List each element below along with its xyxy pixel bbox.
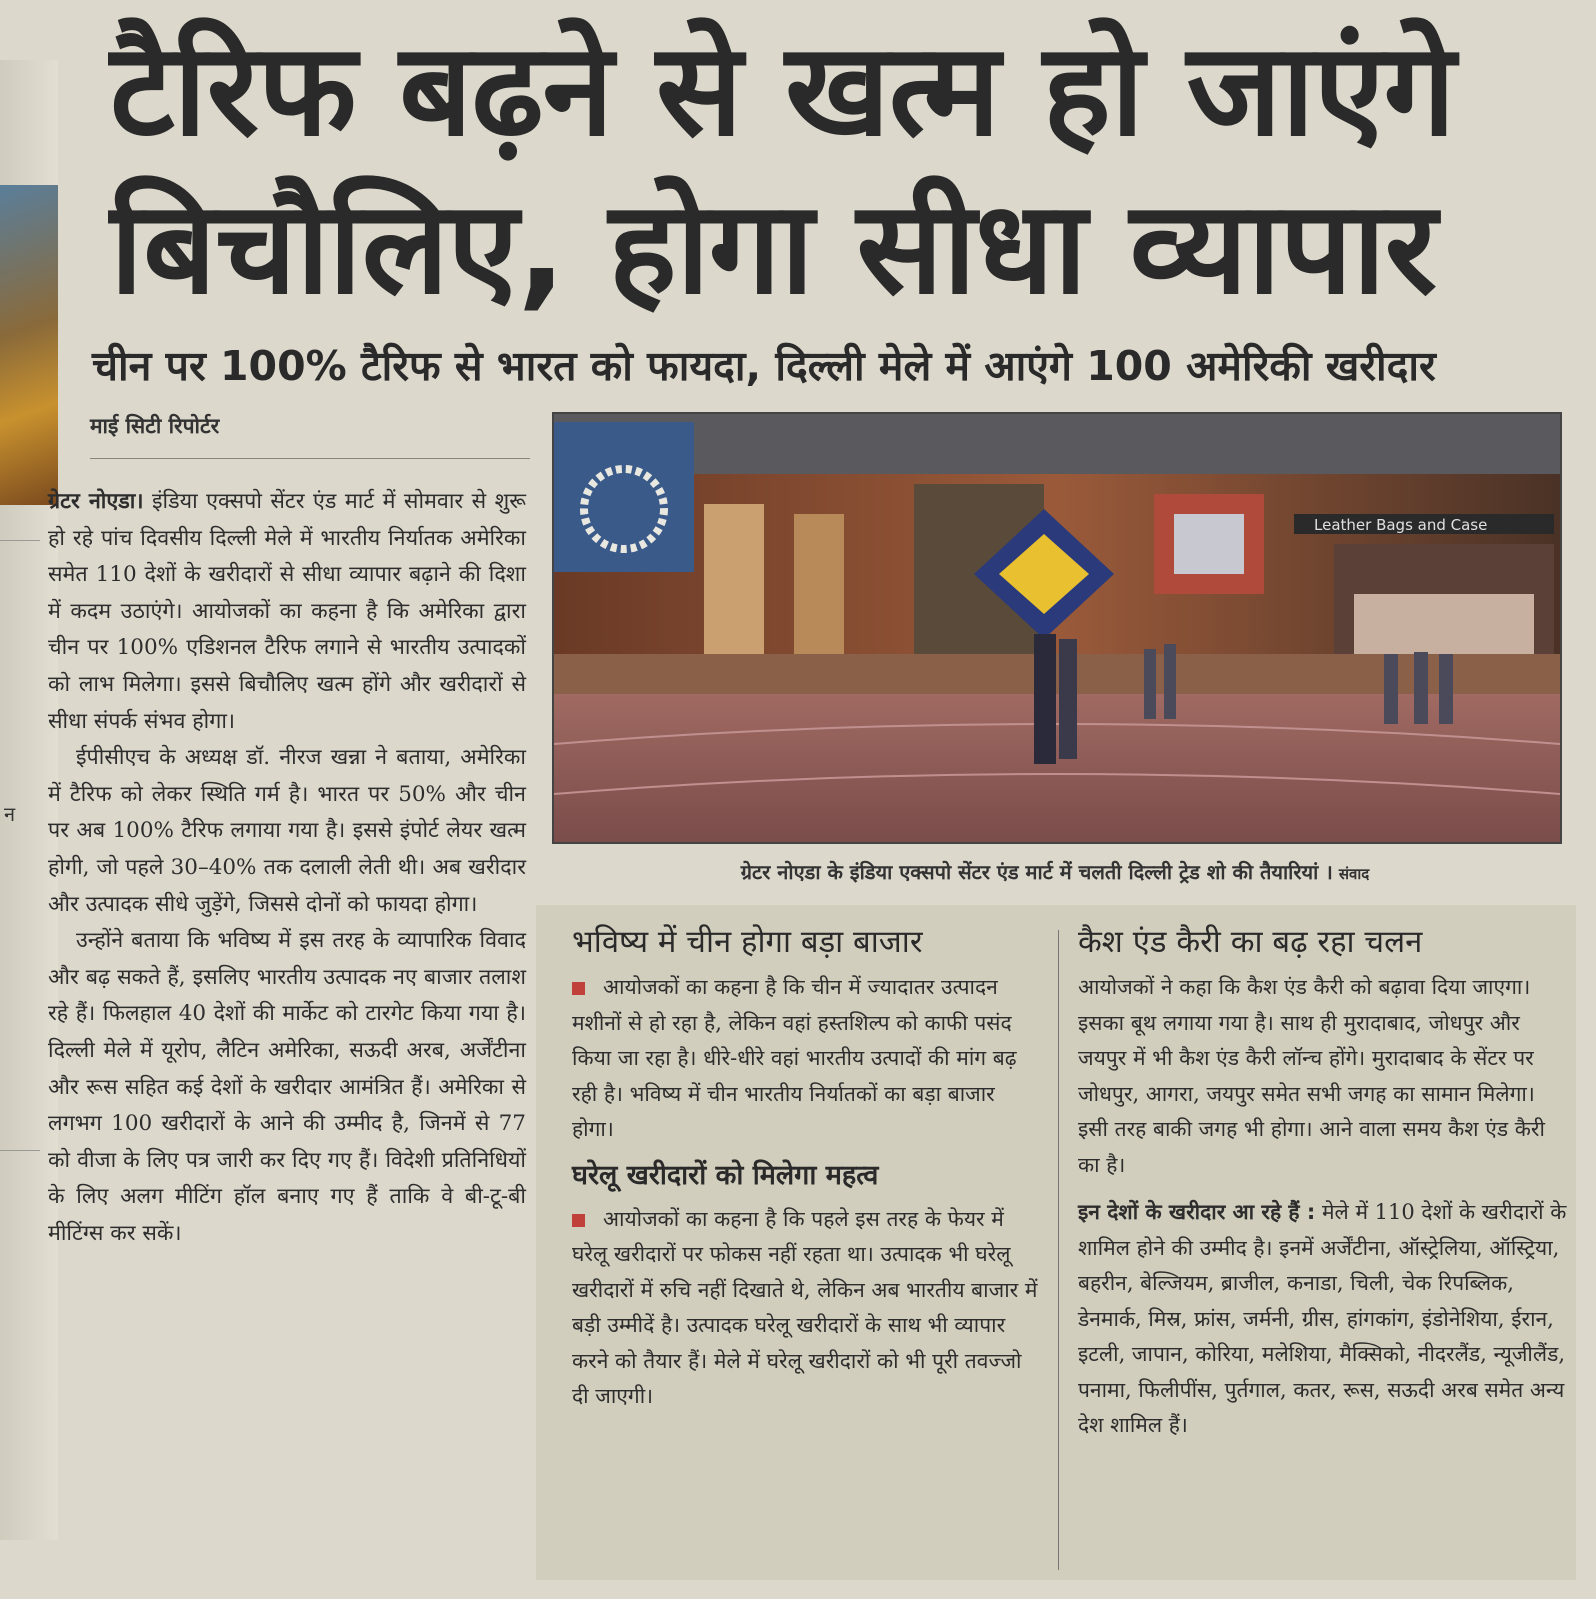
main-article: [48, 484, 526, 1252]
caption-text: ग्रेटर नोएडा के इंडिया एक्सपो सेंटर एंड मार्ट में चलती दिल्ली ट्रेड शो की तैयारियां ।: [740, 860, 1333, 884]
dateline: ग्रेटर नोएडा।: [48, 489, 144, 514]
red-bullet-icon: [572, 1214, 585, 1227]
box-text-domestic: आयोजकों का कहना है कि पहले इस तरह के फेयर में घरेलू खरीदारों पर फोकस नहीं रहता था। उत्पादक भी घरेलू खरीदारों में रुचि नहीं दिखाते थे, लेकिन अब भारतीय बाजार में बड़ी उम्मीदें है। उत्पादक घरेलू खरीदारों के साथ भी व्यापार करने को तैयार हैं। मेले में घरेलू खरीदारों को भी पूरी तवज्जो दी जाएगी।: [572, 1206, 1038, 1408]
adjacent-text-fragment: न: [4, 802, 16, 826]
adjacent-rule: [0, 1150, 40, 1151]
article-paragraph-1: इंडिया एक्सपो सेंटर एंड मार्ट में सोमवार से शुरू हो रहे पांच दिवसीय दिल्ली मेले में भारतीय निर्यातक अमेरिका समेत 110 देशों के खरीदारों से सीधा व्यापार बढ़ाने की दिशा में कदम उठाएंगे। आयोजकों का कहना है कि अमेरिका द्वारा चीन पर 100% एडिशनल टैरिफ लगाने से भारतीय उत्पादकों को लाभ मिलेगा। इससे बिचौलिए खत्म होंगे और खरीदारों से सीधा संपर्क संभव होगा।: [48, 489, 526, 734]
adjacent-photo-fragment: [0, 185, 58, 505]
news-photo: [552, 412, 1562, 844]
byline: माई सिटी रिपोर्टर: [90, 412, 530, 459]
article-paragraph-2: ईपीसीएच के अध्यक्ष डॉ. नीरज खन्ना ने बताया, अमेरिका में टैरिफ को लेकर स्थिति गर्म है। भारत पर 50% और चीन पर अब 100% टैरिफ लगाया गया है। इससे इंपोर्ट लेयर खत्म होगी, जो पहले 30–40% तक दलाली लेती थी। अब खरीदार और उत्पादक सीधे जुड़ेंगे, जिससे दोनों को फायदा होगा।: [48, 745, 526, 917]
adjacent-rule: [0, 540, 40, 541]
box-heading-cash-carry: कैश एंड कैरी का बढ़ रहा चलन: [1078, 924, 1423, 960]
article-paragraph-3: उन्होंने बताया कि भविष्य में इस तरह के व्यापारिक विवाद और बढ़ सकते हैं, इसलिए भारतीय उत्पादक नए बाजार तलाश रहे हैं। फिलहाल 40 देशों की मार्केट को टारगेट किया गया है। दिल्ली मेले में यूरोप, लैटिन अमेरिका, सऊदी अरब, अर्जेंटीना और रूस सहित कई देशों के खरीदार आमंत्रित हैं। अमेरिका से लगभग 100 खरीदारों के आने की उम्मीद है, जिनमें से 77 को वीजा के लिए पत्र जारी कर दिए गए हैं। विदेशी प्रतिनिधियों के लिए अलग मीटिंग हॉल बनाए गए हैं ताकि वे बी-टू-बी मीटिंग्स कर सकें।: [48, 928, 526, 1246]
box-heading-domestic: घरेलू खरीदारों को मिलेगा महत्व: [572, 1159, 879, 1191]
patterned-floor: [554, 694, 1560, 842]
column-divider: [1058, 930, 1059, 1570]
box-text-china: आयोजकों का कहना है कि चीन में ज्यादातर उत्पादन मशीनों से हो रहा है, लेकिन वहां हस्तशिल्प को काफी पसंद किया जा रहा है। धीरे-धीरे वहां भारतीय उत्पादों की मांग बढ़ रही है। भविष्य में चीन भारतीय निर्यातकों का बड़ा बाजार होगा।: [572, 975, 1017, 1141]
photo-credit: संवाद: [1338, 865, 1370, 883]
subheadline: चीन पर 100% टैरिफ से भारत को फायदा, दिल्ली मेले में आएंगे 100 अमेरिकी खरीदार: [92, 342, 1436, 390]
photo-caption: [552, 858, 1558, 885]
red-bullet-icon: [572, 982, 585, 995]
countries-list: मेले में 110 देशों के खरीदारों के शामिल होने की उम्मीद है। इनमें अर्जेंटीना, ऑस्ट्रेलिया, ऑस्ट्रिया, बहरीन, बेल्जियम, ब्राजील, कनाडा, चिली, चेक रिपब्लिक, डेनमार्क, मिस्र, फ्रांस, जर्मनी, ग्रीस, हांगकांग, इंडोनेशिया, ईरान, इटली, जापान, कोरिया, मलेशिया, मैक्सिको, नीदरलैंड, न्यूजीलैंड, पनामा, फिलीपींस, पुर्तगाल, कतर, रूस, सऊदी अरब समेत अन्य देश शामिल हैं।: [1078, 1200, 1567, 1437]
countries-lead: इन देशों के खरीदार आ रहे हैं :: [1078, 1200, 1316, 1224]
box-left-column: [572, 918, 1040, 1415]
shop-sign: Leather Bags and Case: [1314, 516, 1488, 534]
expo-hall-illustration: [554, 414, 1560, 842]
box-text-cash-carry: आयोजकों ने कहा कि कैश एंड कैरी को बढ़ावा दिया जाएगा। इसका बूथ लगाया गया है। साथ ही मुरादाबाद, जोधपुर और जयपुर में भी कैश एंड कैरी लॉन्च होंगे। मुरादाबाद के सेंटर पर जोधपुर, आगरा, जयपुर समेत सभी जगह का सामान मिलेगा। इसी तरह बाकी जगह भी होगा। आने वाला समय कैश एंड कैरी का है।: [1078, 975, 1545, 1177]
visitor-figure: [1034, 634, 1056, 764]
box-heading-china: भविष्य में चीन होगा बड़ा बाजार: [572, 924, 923, 960]
headline: टैरिफ बढ़ने से खत्म हो जाएंगे बिचौलिए, होगा सीधा व्यापार: [110, 16, 1455, 323]
box-right-column: [1078, 918, 1570, 1444]
